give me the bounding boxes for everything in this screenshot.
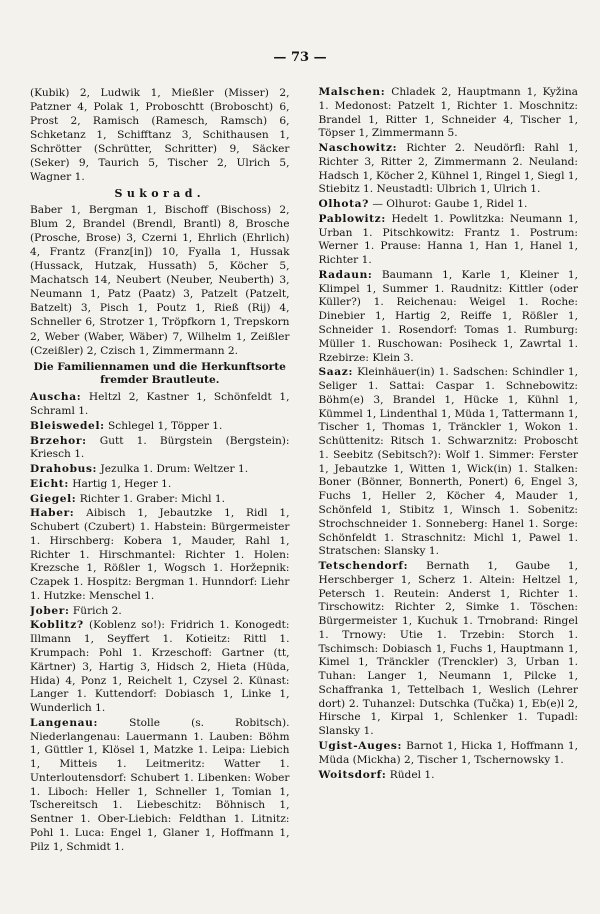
left-column bbox=[30, 86, 290, 902]
place-name: Eicht: bbox=[30, 477, 69, 490]
place-name: Malschen: bbox=[318, 86, 386, 98]
place-name: Brzehor: bbox=[30, 434, 87, 447]
entry-names: Barnot 1, Hicka 1, Hoffmann 1, Müda (Mickha) 2, Tischer 1, Tschernowsky 1. bbox=[318, 739, 578, 766]
place-name: Drahobus: bbox=[30, 463, 98, 476]
entry-names: Heltzl 2, Kastner 1, Schönfeldt 1, Schraml 1. bbox=[30, 391, 290, 417]
entry bbox=[319, 769, 579, 783]
place-name: Tetschendorf: bbox=[318, 560, 409, 573]
two-column-body bbox=[30, 86, 578, 902]
entry-names: Baumann 1, Karle 1, Kleiner 1, Klimpel 1, Summer 1. Raudnitz: Kittler (oder Küller?) 1. Reichenau: Weigel 1. Roche: Dinebier 1, Hartig 2, Reiffe 1, Rößler 1, Schneider 1. Rosendorf: Tomas 1. Rumburg: Müller 1. Ruschowan: Posiheck 1, Zawrtal 1. Rzebirze: Klein 3. bbox=[318, 268, 578, 364]
entry-names: Chladek 2, Hauptmann 1, Kyžina 1. Medonost: Patzelt 1, Richter 1. Moschnitz: Brandel 1, Ritter 1, Schneider 4, Tischer 1, Töpser 1, Zimmermann 5. bbox=[318, 86, 578, 140]
place-name: Jober: bbox=[30, 604, 70, 617]
entry bbox=[30, 717, 290, 855]
entry-names: Richter 1. Graber: Michl 1. bbox=[79, 492, 226, 505]
entry bbox=[319, 213, 579, 268]
entry-names: Stolle (s. Robitsch). Niederlangenau: Lauermann 1. Lauben: Böhm 1, Güttler 1, Klösel 1, Matzke 1. Leipa: Liebich 1, Mitteis 1. Leitmeritz: Watter 1. Unterloutensdorf: Schubert 1. Libenken: Wober 1. Liboch: Heller 1, Schneller 1, Tomian 1, Tschereitsch 1. Liebeschitz: Böhnisch 1, Sentner 1. Ober-Liebich: Feldthan 1. Litnitz: Pohl 1. Luca: Engel 1, Glaner 1, Hoffmann 1, Pilz 1, Schmidt 1. bbox=[30, 716, 290, 853]
entry bbox=[30, 478, 290, 492]
entry bbox=[30, 619, 290, 715]
entry bbox=[319, 198, 579, 212]
place-name: Woitsdorf: bbox=[318, 768, 387, 781]
section-paragraph: Baber 1, Bergman 1, Bischoff (Bischoss) 2, Blum 2, Brandel (Brendl, Brantl) 8, Brosche (Prosche, Brose) 3, Czerni 1, Ehrlich (Ehrlich) 4, Frantz (Franz[in]) 10, Fyalla 1, Hussak (Hussack, Hutzak, Hussath) 5, Köcher 5, Machatsch 14, Neubert (Neuber, Neuberth) 3, Neumann 1, Patz (Paatz) 3, Patzelt (Patzelt, Batzelt) 3, Pisch 1, Poutz 1, Rieß (Rij) 4, Schneller 6, Strotzer 1, Tröpfkorn 1, Trepskorn 2, Weber (Waber, Wäber) 7, Wilhelm 1, Zeißler (Czeißler) 2, Czisch 1, Zimmermann 2. bbox=[30, 203, 290, 357]
place-name: Haber: bbox=[30, 507, 75, 520]
entry-names: — Olhurot: Gaube 1, Ridel 1. bbox=[372, 198, 528, 211]
entry-names: Hartig 1, Heger 1. bbox=[72, 477, 172, 490]
section-title: Sukorad. bbox=[114, 186, 206, 200]
place-name: Koblitz? bbox=[30, 619, 84, 632]
place-name: Pablowitz: bbox=[318, 212, 386, 225]
place-name: Olhota? bbox=[318, 198, 369, 211]
entry-names: Richter 2. Neudörfl: Rahl 1, Richter 3, Ritter 2, Zimmermann 2. Neuland: Hadsch 1, Köcher 2, Kühnel 1, Ringel 1, Siegl 1, Stiebitz 1. Neustadtl: Ulbrich 1, Ulrich 1. bbox=[318, 142, 578, 196]
entry-names: Bernath 1, Gaube 1, Herschberger 1, Scherz 1. Altein: Heltzel 1, Petersch 1. Reutein: Anderst 1, Richter 1. Tirschowitz: Richter 2, Simke 1. Töschen: Bürgermeister 1, Kuchuk 1. Trnobrand: Ringel 1. Trnowy: Utie 1. Trzebin: Storch 1. Tschimsch: Dobiasch 1, Fuchs 1, Hauptmann 1, Kimel 1, Tränckler (Trenckler) 3, Urban 1. Tuhan: Langer 1, Neumann 1, Pilcke 1, Schaffranka 1, Tettelbach 1, Weslich (Lehrer dort) 2. Tuhanzel: Dutschka (Tučka) 1, Eb(e)l 2, Hirsche 1, Kirpal 1, Schlenker 1. Tupadl: Slansky 1. bbox=[318, 560, 578, 738]
entry bbox=[30, 463, 290, 477]
entry bbox=[30, 605, 290, 619]
entry bbox=[319, 269, 579, 365]
place-name: Naschowitz: bbox=[318, 142, 398, 155]
place-name: Saaz: bbox=[318, 366, 353, 379]
entry-names: Fürich 2. bbox=[72, 604, 122, 617]
entry-names: (Koblenz so!): Fridrich 1. Konogedt: Illmann 1, Seyffert 1. Kotieitz: Rittl 1. Krumpach: Pohl 1. Krzeschoff: Gartner (tt, Kärtner) 3, Hartig 3, Hidsch 2, Hieta (Hüda, Hida) 4, Ponz 1, Reichelt 1, Czysel 2. Künast: Langer 1. Kuttendorf: Dobiasch 1, Linke 1, Wunderlich 1. bbox=[30, 619, 290, 715]
place-name: Giegel: bbox=[30, 492, 77, 505]
right-column bbox=[310, 86, 579, 902]
entry bbox=[30, 507, 290, 603]
entry bbox=[30, 493, 290, 507]
entry bbox=[319, 86, 579, 141]
place-name: Auscha: bbox=[30, 391, 82, 404]
entry bbox=[319, 366, 579, 559]
page-number: — 73 — bbox=[273, 50, 327, 65]
place-name: Langenau: bbox=[30, 716, 99, 729]
entry bbox=[319, 740, 579, 768]
entry bbox=[30, 435, 290, 463]
entry-names: Kleinhäuer(in) 1. Sadschen: Schindler 1, Seliger 1. Sattai: Caspar 1. Schnebowitz: Böhm(e) 3, Brandel 1, Hücke 1, Kühnl 1, Kümmel 1, Lindenthal 1, Müda 1, Tattermann 1, Tischer 1, Thomas 1, Tränckler 1, Wokon 1. Schüttenitz: Ritsch 1. Schwarznitz: Proboscht 1. Seebitz (Sebitsch?): Wolf 1. Simmer: Ferster 1, Jebautzke 1, Witten 1, Wick(in) 1. Stalken: Boner (Bönner, Bonnerth, Ponert) 6, Engel 3, Fuchs 1, Heller 2, Köcher 4, Mauder 1, Schönfeld 1, Stibitz 1, Winsch 1. Sobenitz: Strochschneider 1. Sonneberg: Hanel 1. Sorge: Schönfeldt 1. Straschnitz: Michl 1, Pawel 1. Stratschen: Slansky 1. bbox=[318, 366, 578, 558]
entry-names: Rüdel 1. bbox=[389, 768, 435, 781]
entry-names: Gutt 1. Bürgstein (Bergstein): Kriesch 1. bbox=[30, 434, 290, 461]
place-name: Ugist-Auges: bbox=[318, 739, 403, 752]
entry bbox=[30, 420, 290, 434]
entry bbox=[30, 391, 290, 419]
entry-names: Aibisch 1, Jebautzke 1, Ridl 1, Schubert (Czubert) 1. Habstein: Bürgermeister 1. Hirschberg: Kobera 1, Mauder, Rahl 1, Richter 1. Hirschmantel: Richter 1. Holen: Krezsche 1, Rößler 1, Wogsch 1. Horžepnik: Czapek 1. Hospitz: Bergman 1. Hunndorf: Liehr 1. Hutzke: Menschel 1. bbox=[30, 507, 290, 602]
section-heading: Die Familiennamen und die Herkunftsorte fremder Brautleute. bbox=[33, 360, 286, 387]
entry-names: Jezulka 1. Drum: Weltzer 1. bbox=[100, 463, 249, 476]
entry bbox=[319, 560, 579, 739]
place-name: Radaun: bbox=[318, 268, 373, 281]
place-name: Bleiswedel: bbox=[30, 419, 105, 432]
intro-paragraph: (Kubik) 2, Ludwik 1, Mießler (Misser) 2, Patzner 4, Polak 1, Proboschtt (Broboscht) 6, Prost 2, Ramisch (Ramesch, Ramsch) 6, Schketanz 1, Schifftanz 3, Schithausen 1, Schrötter (Schrütter, Schritter) 9, Säcker (Seker) 9, Taurich 5, Tischer 2, Ulrich 5, Wagner 1. bbox=[30, 87, 290, 184]
entry-names: Schlegel 1, Töpper 1. bbox=[108, 419, 223, 432]
entry bbox=[319, 142, 579, 197]
entry-names: Hedelt 1. Powlitzka: Neumann 1, Urban 1. Pitschkowitz: Frantz 1. Postrum: Werner 1. Prause: Hanna 1, Han 1, Hanel 1, Richter 1. bbox=[318, 212, 578, 267]
